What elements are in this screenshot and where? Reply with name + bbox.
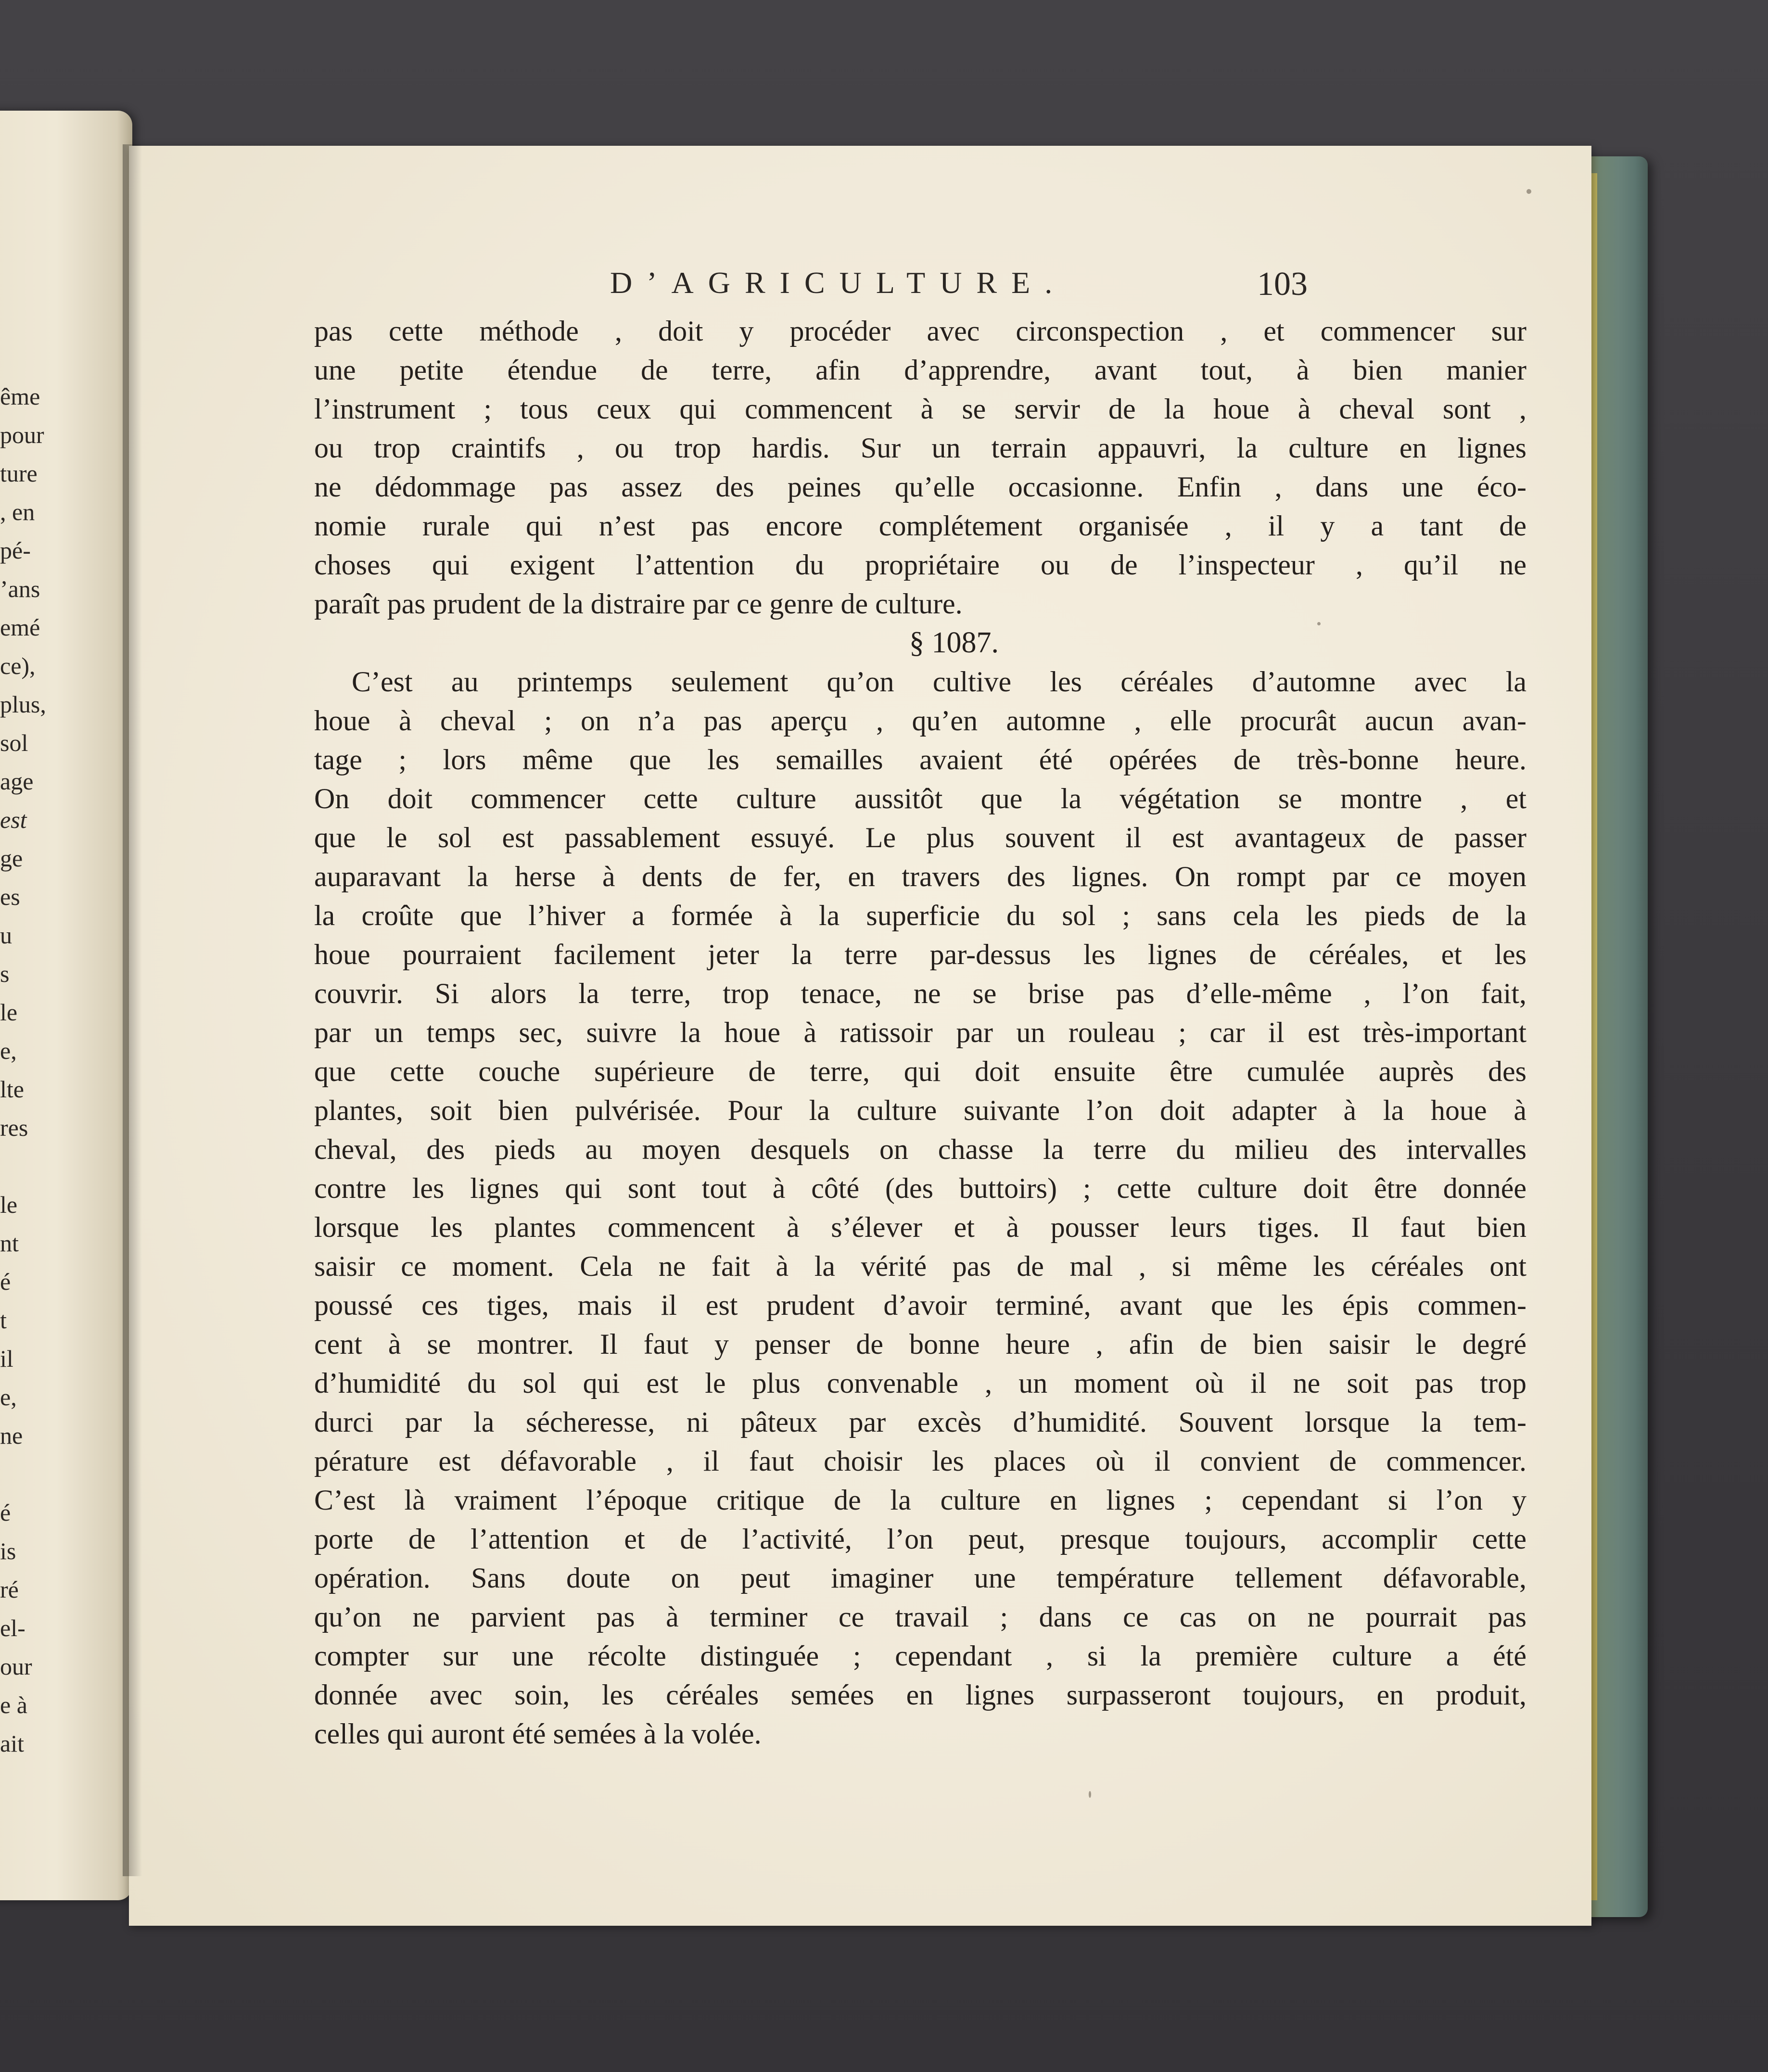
text-line: par un temps sec, suivre la houe à ratissoir par un rouleau ; car il est très-important — [314, 1017, 1526, 1048]
left-fragment: plus, — [0, 691, 46, 718]
left-fragment: le — [0, 1191, 18, 1218]
left-fragment: le — [0, 999, 18, 1026]
text-line: qu’on ne parvient pas à terminer ce travail ; dans ce cas on ne pourrait pas — [314, 1601, 1526, 1633]
text-line: On doit commencer cette culture aussitôt que la végétation se montre , et — [314, 783, 1526, 814]
text-line: la croûte que l’hiver a formée à la superficie du sol ; sans cela les pieds de la — [314, 900, 1526, 931]
left-fragment: ré — [0, 1576, 19, 1603]
left-fragment: é — [0, 1268, 11, 1295]
text-line: une petite étendue de terre, afin d’apprendre, avant tout, à bien manier — [314, 354, 1526, 386]
text-line: choses qui exigent l’attention du propriétaire ou de l’inspecteur , qu’il ne — [314, 549, 1526, 581]
text-line: pérature est défavorable , il faut choisir les places où il convient de commencer. — [314, 1445, 1526, 1477]
text-line: saisir ce moment. Cela ne fait à la vérité pas de mal , si même les céréales ont — [314, 1250, 1526, 1282]
text-line: l’instrument ; tous ceux qui commencent à se servir de la houe à cheval sont , — [314, 393, 1526, 425]
text-line: nomie rurale qui n’est pas encore complétement organisée , il y a tant de — [314, 510, 1526, 542]
text-line: poussé ces tiges, mais il est prudent d’avoir terminé, avant que les épis commen- — [314, 1289, 1526, 1321]
left-fragment: ge — [0, 845, 23, 872]
text-line: donnée avec soin, les céréales semées en lignes surpasseront toujours, en produit, — [314, 1679, 1526, 1711]
gutter-shadow — [123, 144, 142, 1876]
left-fragment: pour — [0, 421, 44, 448]
body-text — [314, 312, 1526, 1754]
left-fragment: , en — [0, 498, 35, 525]
text-line: lorsque les plantes commencent à s’élever et à pousser leurs tiges. Il faut bien — [314, 1211, 1526, 1243]
right-book-page — [129, 146, 1591, 1926]
left-fragment: lte — [0, 1076, 24, 1103]
paragraph-section-1087 — [314, 662, 1526, 1754]
left-fragment: ême — [0, 383, 40, 410]
paper-speck — [1317, 622, 1321, 625]
text-line: cent à se montrer. Il faut y penser de bonne heure , afin de bien saisir le degré — [314, 1328, 1526, 1360]
text-line: contre les lignes qui sont tout à côté (des buttoirs) ; cette culture doit être donnée — [314, 1172, 1526, 1204]
left-fragment: ne — [0, 1422, 23, 1449]
left-fragment: is — [0, 1538, 16, 1564]
left-fragment: ait — [0, 1730, 24, 1757]
text-line: porte de l’attention et de l’activité, l’on peut, presque toujours, accomplir cette — [314, 1523, 1526, 1555]
text-line: durci par la sécheresse, ni pâteux par excès d’humidité. Souvent lorsque la tem- — [314, 1406, 1526, 1438]
left-fragment: e, — [0, 1384, 17, 1411]
text-line: que cette couche supérieure de terre, qui doit ensuite être cumulée auprès des — [314, 1055, 1526, 1087]
paper-speck — [1526, 189, 1531, 194]
text-line: tage ; lors même que les semailles avaient été opérées de très-bonne heure. — [314, 744, 1526, 775]
left-fragment: é — [0, 1499, 11, 1526]
left-fragment: ʼans — [0, 575, 40, 602]
left-fragment: est — [0, 806, 27, 833]
text-line: paraît pas prudent de la distraire par ce genre de culture. — [314, 588, 963, 620]
left-fragment: il — [0, 1345, 13, 1372]
text-line: cheval, des pieds au moyen desquels on chasse la terre du milieu des intervalles — [314, 1133, 1526, 1165]
paper-speck — [1089, 1791, 1091, 1798]
page-number: 103 — [1257, 266, 1308, 303]
text-line: compter sur une récolte distinguée ; cependant , si la première culture a été — [314, 1640, 1526, 1672]
text-line: que le sol est passablement essuyé. Le plus souvent il est avantageux de passer — [314, 822, 1526, 853]
left-fragment: s — [0, 960, 10, 987]
page-header — [129, 265, 1591, 308]
text-line: d’humidité du sol qui est le plus convenable , un moment où il ne soit pas trop — [314, 1367, 1526, 1399]
left-fragment: t — [0, 1307, 7, 1334]
text-line: pas cette méthode , doit y procéder avec circonspection , et commencer sur — [314, 315, 1526, 347]
text-line: ne dédommage pas assez des peines qu’elle occasionne. Enfin , dans une éco- — [314, 471, 1526, 503]
text-line: auparavant la herse à dents de fer, en travers des lignes. On rompt par ce moyen — [314, 861, 1526, 892]
section-heading: § 1087. — [909, 626, 999, 659]
text-line: opération. Sans doute on peut imaginer une température tellement défavorable, — [314, 1562, 1526, 1594]
left-fragment: u — [0, 922, 12, 949]
left-fragment: es — [0, 883, 20, 910]
left-fragment: ce), — [0, 652, 36, 679]
text-line: couvrir. Si alors la terre, trop tenace, ne se brise pas d’elle-même , l’on fait, — [314, 978, 1526, 1009]
text-line: C’est là vraiment l’époque critique de la culture en lignes ; cependant si l’on y — [314, 1484, 1526, 1516]
left-facing-page — [0, 111, 132, 1900]
left-fragment: nt — [0, 1230, 19, 1257]
left-fragment: ture — [0, 460, 38, 487]
text-line: houe à cheval ; on n’a pas aperçu , qu’en automne , elle procurât aucun avan- — [314, 705, 1526, 737]
left-fragment: sol — [0, 729, 28, 756]
left-fragment: age — [0, 768, 34, 795]
text-line: ou trop craintifs , ou trop hardis. Sur un terrain appauvri, la culture en lignes — [314, 432, 1526, 464]
left-fragment: el- — [0, 1614, 25, 1641]
left-fragment: e à — [0, 1691, 27, 1718]
text-line: houe pourraient facilement jeter la terre par-dessus les lignes de céréales, et les — [314, 939, 1526, 970]
text-line: plantes, soit bien pulvérisée. Pour la culture suivante l’on doit adapter à la houe à — [314, 1094, 1526, 1126]
text-line: C’est au printemps seulement qu’on cultive les céréales d’automne avec la — [352, 666, 1526, 698]
left-fragment: pé- — [0, 537, 31, 564]
left-fragment: our — [0, 1653, 32, 1680]
left-fragment: e, — [0, 1037, 17, 1064]
running-head: D’AGRICULTURE. — [610, 266, 1067, 300]
paragraph-continued — [314, 312, 1526, 623]
left-fragment: res — [0, 1114, 28, 1141]
text-line: celles qui auront été semées à la volée. — [314, 1718, 762, 1750]
left-fragment: emé — [0, 614, 40, 641]
